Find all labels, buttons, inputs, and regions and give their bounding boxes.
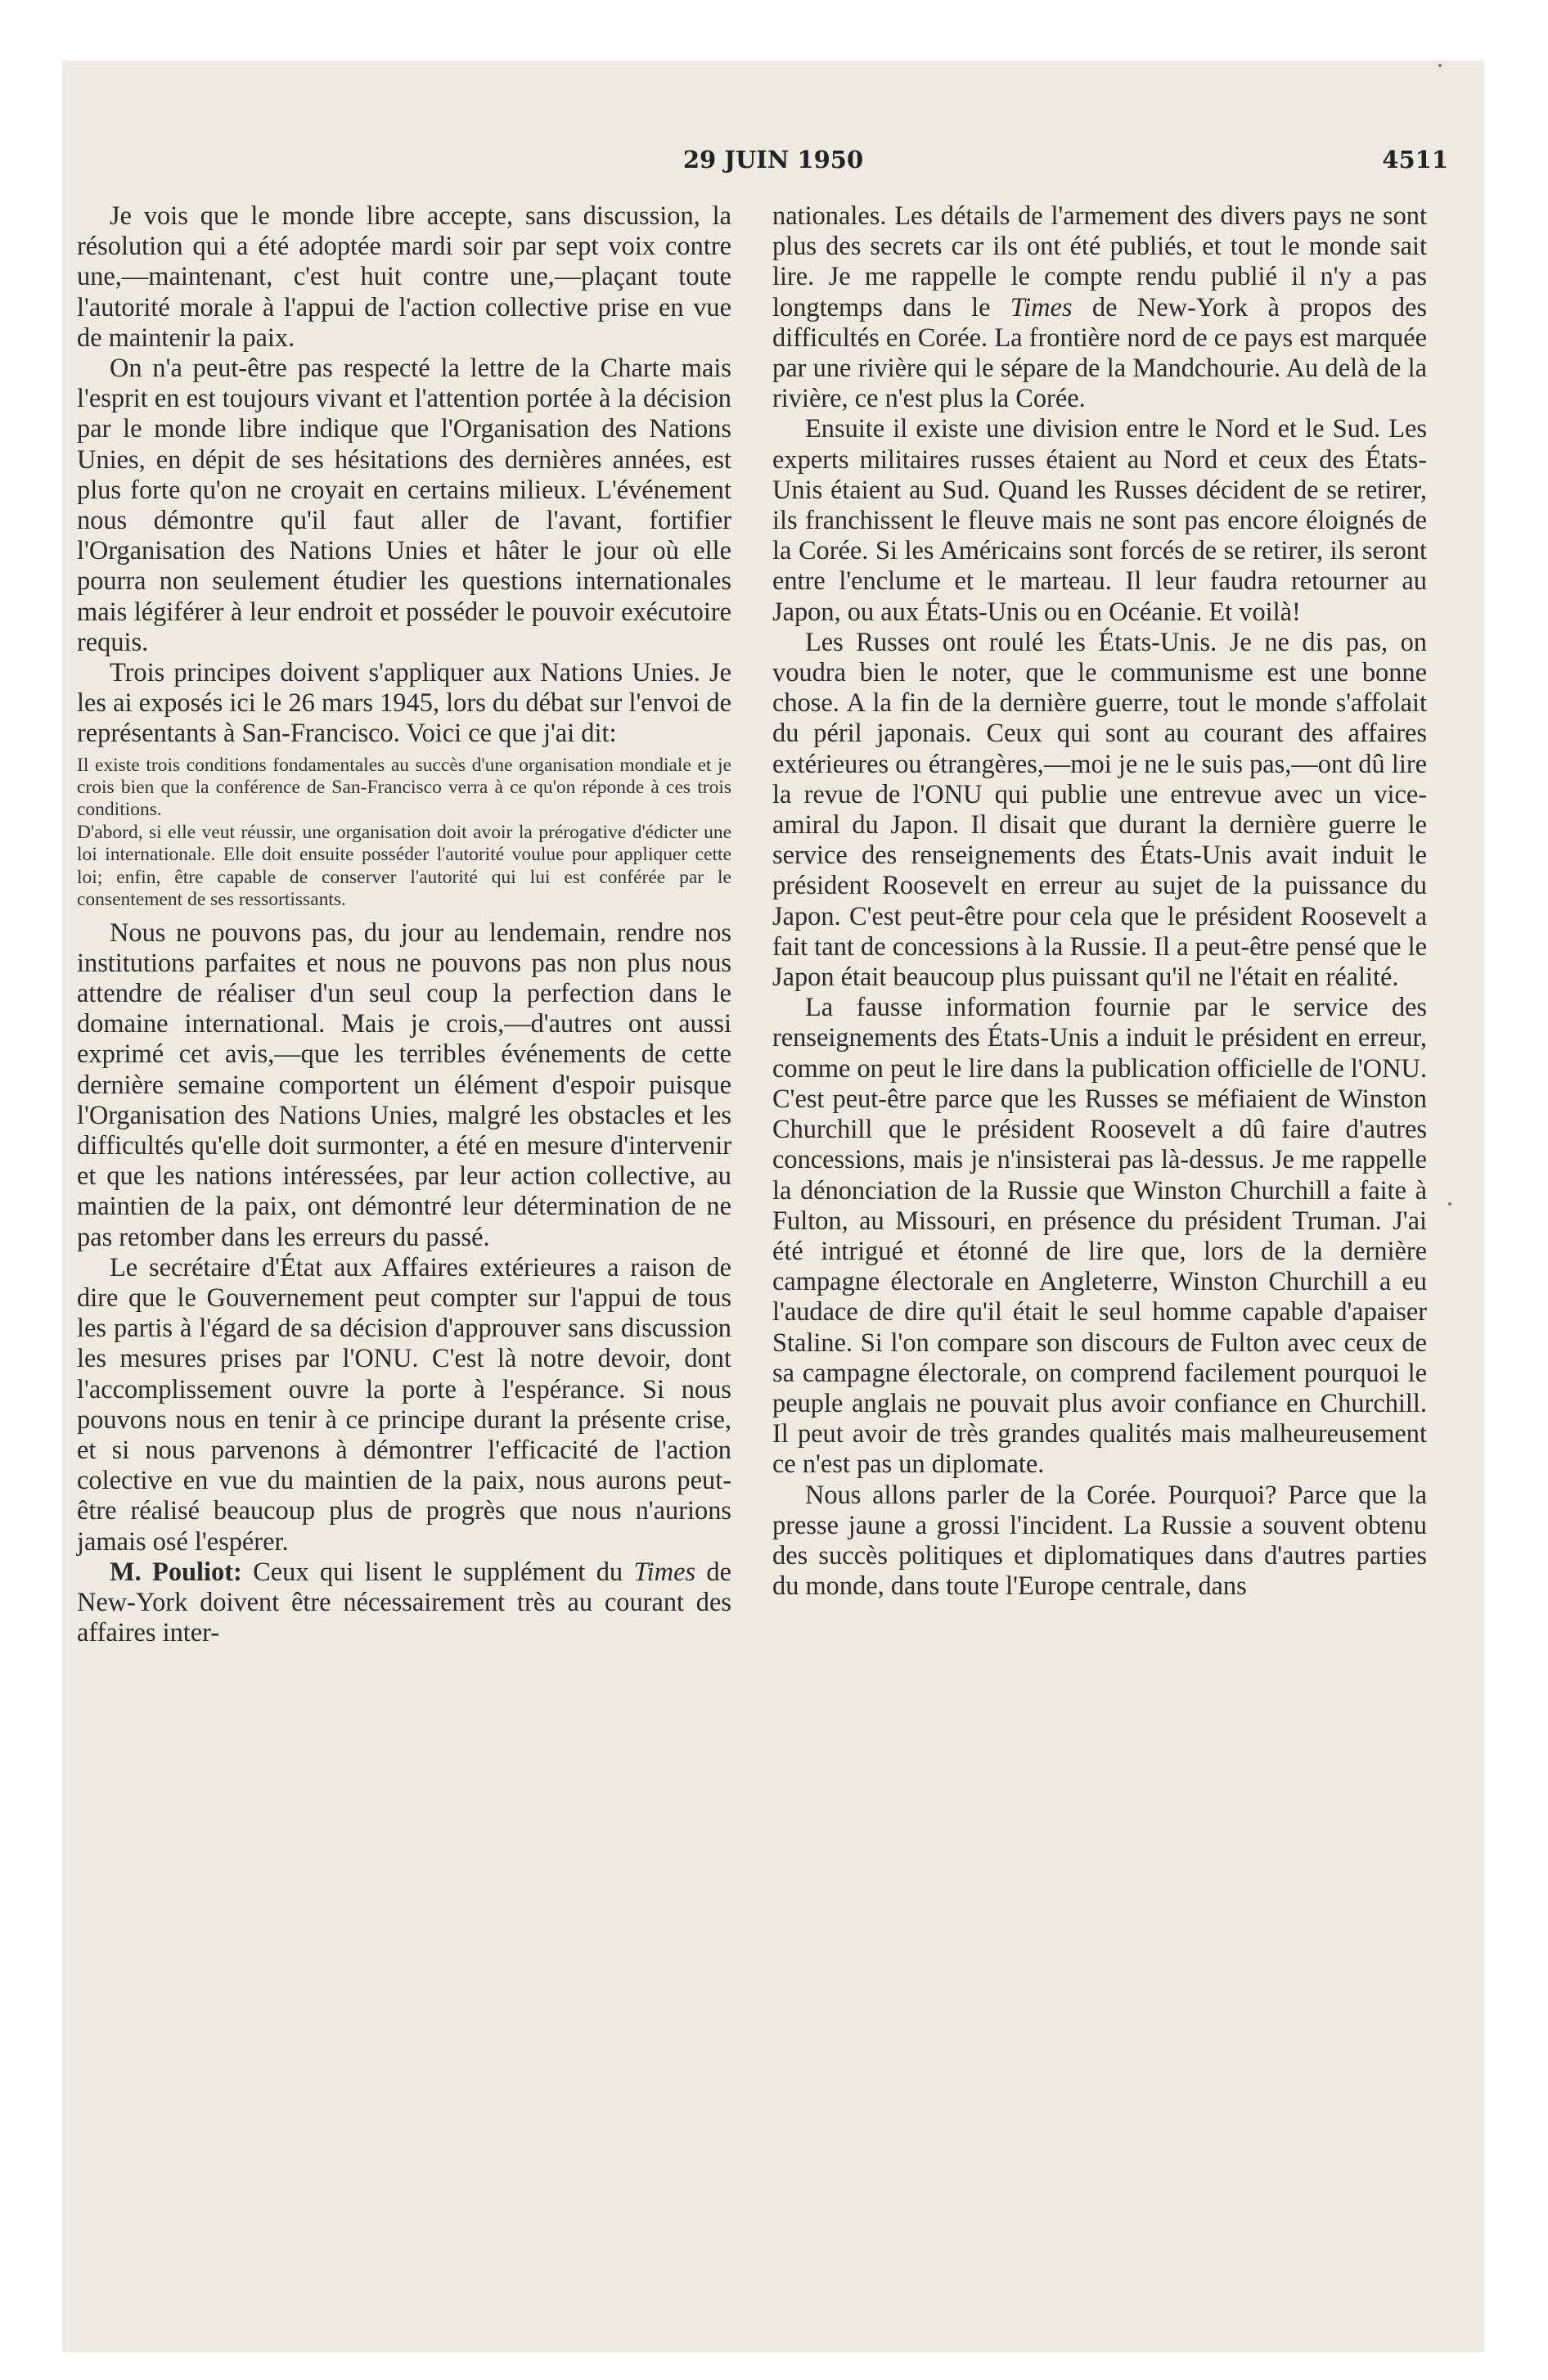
paragraph: Nous allons parler de la Corée. Pourquoi? Parce que la presse jaune a grossi l'incident. La Russie a souvent obtenu des succès politiques et diplomatiques dans d'autres parties du monde, dans toute l'Europe centrale, dans <box>772 1480 1427 1602</box>
paragraph: Les Russes ont roulé les États-Unis. Je ne dis pas, on voudra bien le noter, que le communisme est une bonne chose. A la fin de la dernière guerre, tout le monde s'affolait du péril japonais. Ceux qui sont au courant des affaires extérieures ou étrangères,—moi je ne le suis pas,—ont dû lire la revue de l'ONU qui publie une entrevue avec un vice-amiral du Japon. Il disait que durant la dernière guerre le service des renseignements des États-Unis avait induit le président Roosevelt en erreur au sujet de la puissance du Japon. C'est peut-être pour cela que le président Roosevelt a fait tant de concessions à la Russie. Il a peut-être pensé que le Japon était beaucoup plus puissant qu'il ne l'était en réalité. <box>772 627 1427 993</box>
print-speck <box>1448 1202 1451 1206</box>
page-header <box>62 146 1484 178</box>
speaker-paragraph <box>77 1557 731 1649</box>
italic-title: Times <box>1010 292 1073 322</box>
paragraph: On n'a peut-être pas respecté la lettre de la Charte mais l'esprit en est toujours vivant et l'attention portée à la décision par le monde libre indique que l'Organisation des Nations Unies, en dépit de ses hésitations des dernières années, est plus forte qu'on ne croyait en certains milieux. L'événement nous démontre qu'il faut aller de l'avant, fortifier l'Organisation des Nations Unies et hâter le jour où elle pourra non seulement étudier les questions internationales mais légiférer à leur endroit et posséder le pouvoir exécutoire requis. <box>77 354 731 657</box>
print-speck <box>1438 64 1442 67</box>
speaker-text: Ceux qui lisent le supplément du <box>241 1557 634 1587</box>
italic-title: Times <box>633 1557 696 1587</box>
paragraph-text: de New-York à propos des difficultés en Corée. La frontière nord de ce pays est marquée par une rivière qui le sépare de la Mandchourie. Au delà de la rivière, ce n'est plus la Corée. <box>772 292 1427 414</box>
paragraph: La fausse information fournie par le service des renseignements des États-Unis a induit le président en erreur, comme on peut le lire dans la publication officielle de l'ONU. C'est peut-être parce que les Russes se méfiaient de Winston Churchill que le président Roosevelt a dû faire d'autres concessions, mais je n'insisterai pas là-dessus. Je me rappelle la dénonciation de la Russie que Winston Churchill a faite à Fulton, au Missouri, en présence du président Truman. J'ai été intrigué et étonné de lire que, lors de la dernière campagne électorale en Angleterre, Winston Churchill a eu l'audace de dire qu'il était le seul homme capable d'apaiser Staline. Si l'on compare son discours de Fulton avec ceux de sa campagne électorale, on comprend facilement pourquoi le peuple anglais ne pouvait plus avoir confiance en Churchill. Il peut avoir de très grandes qualités mais malheureusement ce n'est pas un diplomate. <box>772 993 1427 1480</box>
paragraph: Le secrétaire d'État aux Affaires extérieures a raison de dire que le Gouvernement peut compter sur l'appui de tous les partis à l'égard de sa décision d'approuver sans discussion les mesures prises par l'ONU. C'est là notre devoir, dont l'accomplissement ouvre la porte à l'espérance. Si nous pouvons nous en tenir à ce principe durant la présente crise, et si nous parvenons à démontrer l'efficacité de l'action colective en vue du maintien de la paix, nous aurons peut-être réalisé beaucoup plus de progrès que nous n'aurions jamais osé l'espérer. <box>77 1252 731 1557</box>
speaker-text: de New-York doivent être nécessairement très au courant des affaires inter- <box>77 1557 732 1648</box>
block-quote <box>77 755 731 912</box>
paragraph-text: nationales. Les détails de l'armement des divers pays ne sont plus des secrets car ils ont été publiés, et tout le monde sait lire. Je me rappelle le compte rendu publié il n'y a pas longtemps dans le <box>772 201 1427 322</box>
paragraph: Trois principes doivent s'appliquer aux Nations Unies. Je les ai exposés ici le 26 mars 1945, lors du débat sur l'envoi de représentants à San-Francisco. Voici ce que j'ai dit: <box>77 658 731 749</box>
paragraph: Nous ne pouvons pas, du jour au lendemain, rendre nos institutions parfaites et nous ne pouvons pas non plus nous attendre de réaliser d'un seul coup la perfection dans le domaine international. Mais je crois,—d'autres ont aussi exprimé cet avis,—que les terribles événements de cette dernière semaine comportent un élément d'espoir puisque l'Organisation des Nations Unies, malgré les obstacles et les difficultés qu'elle doit surmonter, a été en mesure d'intervenir et que les nations intéressées, par leur action collective, au maintien de la paix, ont démontré leur détermination de ne pas retomber dans les erreurs du passé. <box>77 917 731 1252</box>
header-date: 29 JUIN 1950 <box>682 146 864 174</box>
speaker-name: M. Pouliot: <box>110 1557 242 1587</box>
right-column <box>772 201 1427 1602</box>
left-column <box>77 201 731 1648</box>
header-page-number: 4511 <box>1382 146 1448 174</box>
quote-paragraph: Il existe trois conditions fondamentales au succès d'une organisation mondiale et je crois bien que la conférence de San-Francisco verra à ce qu'on réponde à ces trois conditions. <box>77 754 731 821</box>
paragraph: Je vois que le monde libre accepte, sans discussion, la résolution qui a été adoptée mardi soir par sept voix contre une,—maintenant, c'est huit contre une,—plaçant toute l'autorité morale à l'appui de l'action collective prise en vue de maintenir la paix. <box>77 201 731 353</box>
document-page <box>62 61 1484 2352</box>
paragraph: Ensuite il existe une division entre le Nord et le Sud. Les experts militaires russes étaient au Nord et ceux des États-Unis étaient au Sud. Quand les Russes décident de se retirer, ils franchissent le fleuve mais ne sont pas encore éloignés de la Corée. Si les Américains sont forcés de se retirer, ils seront entre l'enclume et le marteau. Il leur faudra retourner au Japon, ou aux États-Unis ou en Océanie. Et voilà! <box>772 414 1427 627</box>
paragraph <box>772 201 1427 414</box>
quote-paragraph: D'abord, si elle veut réussir, une organisation doit avoir la prérogative d'édicter une loi internationale. Elle doit ensuite posséder l'autorité voulue pour appliquer cette loi; enfin, être capable de conserver l'autorité qui lui est conférée par le consentement de ses ressortissants. <box>77 821 731 911</box>
